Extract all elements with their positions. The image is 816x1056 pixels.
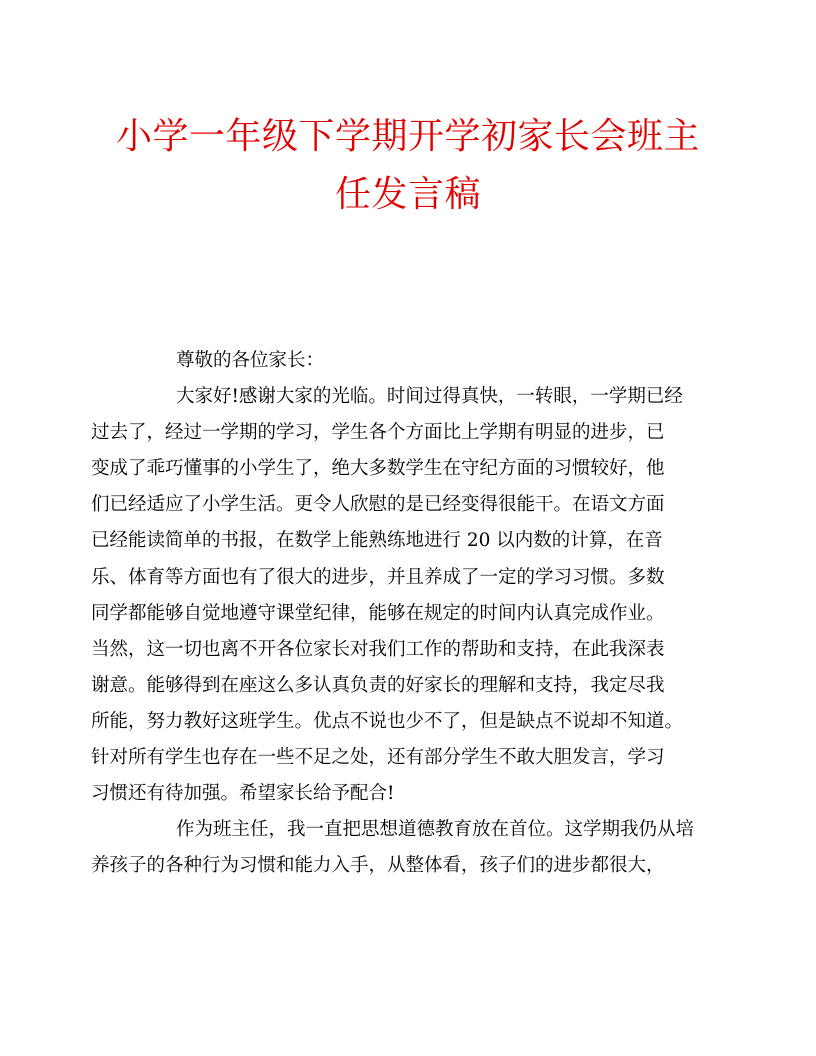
document-title xyxy=(100,108,716,224)
body-line: 乐、体育等方面也有了很大的进步，并且养成了一定的学习习惯。多数 xyxy=(91,566,665,588)
body-line: 谢意。能够得到在座这么多认真负责的好家长的理解和支持，我定尽我 xyxy=(91,674,665,696)
body-line: 养孩子的各种行为习惯和能力入手，从整体看，孩子们的进步都很大， xyxy=(91,855,665,877)
body-line: 所能，努力教好这班学生。优点不说也少不了，但是缺点不说却不知道。 xyxy=(91,710,684,732)
body-line: 变成了乖巧懂事的小学生了，绝大多数学生在守纪方面的习惯较好，他 xyxy=(91,458,665,480)
body-line: 大家好!感谢大家的光临。时间过得真快，一转眼，一学期已经 xyxy=(176,386,683,408)
body-line: 当然，这一切也离不开各位家长对我们工作的帮助和支持，在此我深表 xyxy=(91,638,665,660)
body-line: 已经能读简单的书报，在数学上能熟练地进行 20 以内数的计算，在音 xyxy=(91,530,663,552)
title-line: 小学一年级下学期开学初家长会班主 xyxy=(115,116,700,157)
body-line: 作为班主任，我一直把思想道德教育放在首位。这学期我仍从培 xyxy=(176,819,695,841)
body-line: 同学都能够自觉地遵守课堂纪律，能够在规定的时间内认真完成作业。 xyxy=(91,602,665,624)
body-line: 习惯还有待加强。希望家长给予配合! xyxy=(91,783,395,805)
body-line: 们已经适应了小学生活。更令人欣慰的是已经变得很能干。在语文方面 xyxy=(91,494,665,516)
body-line: 过去了，经过一学期的学习，学生各个方面比上学期有明显的进步，已 xyxy=(91,422,665,444)
title-line: 任发言稿 xyxy=(334,174,481,215)
body-line: 尊敬的各位家长： xyxy=(176,350,325,371)
document-body xyxy=(91,343,711,884)
body-line: 针对所有学生也存在一些不足之处，还有部分学生不敢大胆发言，学习 xyxy=(91,747,665,769)
